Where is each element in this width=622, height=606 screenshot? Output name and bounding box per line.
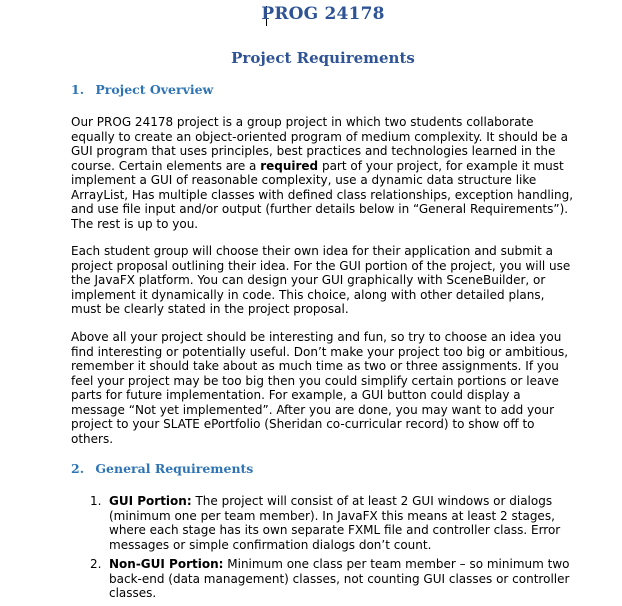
section-heading-text: Project Overview — [95, 82, 214, 97]
section-heading-project-overview — [71, 82, 213, 97]
section-number: 2. — [71, 461, 85, 476]
section-heading-text: General Requirements — [95, 461, 254, 476]
list-number: 2. — [90, 557, 102, 571]
paragraph-text: part of your project, for example it must implement a GUI of reasonable complexity, use a dynamic data structure like ArrayList, Has multiple classes with defined class relationships, exception handling, and use file input and/or output (further details below in “General Requirements”). The rest is up to you. — [71, 158, 574, 231]
list-item-text: Minimum one class per team member – so minimum two back-end (data management) classes, not counting GUI classes or controller classes. — [109, 557, 570, 600]
section-heading-general-requirements — [71, 461, 253, 476]
paragraph-group-idea: Each student group will choose their own idea for their application and submit a project proposal outlining their idea. For the GUI portion of the project, you will use the JavaFX platform. You can design your GUI graphically with SceneBuilder, or implement it dynamically in code. This choice, along with other detailed plans, must be clearly stated in the project proposal. — [71, 244, 571, 316]
requirements-list — [90, 494, 580, 606]
list-item-text: The project will consist of at least 2 GUI windows or dialogs (minimum one per team member). In JavaFX this means at least 2 stages, where each stage has its own separate FXML file and controller class. Error messages or simple confirmation dialogs don’t count. — [109, 494, 561, 552]
paragraph-fun: Above all your project should be interesting and fun, so try to choose an idea you find interesting or potentially useful. Don’t make your project too big or ambitious, remember it should take about as much time as two or three assignments. If you feel your project may be too big then you could simplify certain portions or leave parts for future implementation. For example, a GUI button could display a message “Not yet implemented”. After you are done, you may want to add your project to your SLATE ePortfolio (Sheridan co-curricular record) to show off to others. — [71, 330, 569, 446]
list-number: 1. — [90, 494, 102, 508]
bold-required: required — [260, 158, 319, 173]
paragraph-text: Our PROG 24178 project is a group project in which two students collaborate equally to create an object-oriented program of medium complexity. It should be a GUI program that uses principles, best practices and technologies learned in the course. Certain elements are a — [71, 115, 568, 173]
paragraph-overview — [71, 115, 576, 231]
document-subtitle: Project Requirements — [231, 49, 415, 67]
document-title: PROG 24178 — [261, 4, 385, 24]
list-item — [90, 494, 580, 552]
section-number: 1. — [71, 82, 85, 97]
list-item-label: Non-GUI Portion: — [109, 557, 224, 571]
list-item-label: GUI Portion: — [109, 494, 192, 508]
list-item — [90, 557, 580, 601]
